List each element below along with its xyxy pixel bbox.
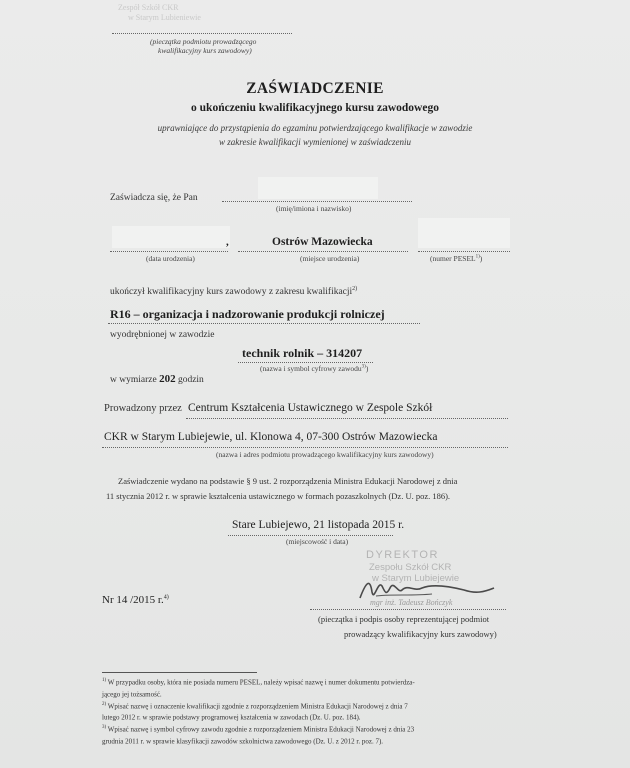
footnote-line: lutego 2012 r. w sprawie podstawy programowej kształcenia w zawodach (Dz. U. poz. 184). — [102, 713, 361, 722]
faded-stamp-line: Zespół Szkół CKR — [118, 3, 179, 12]
footnote-line: grudnia 2011 r. w sprawie klasyfikacji zawodów szkolnictwa zawodowego (Dz. U. z 2012 r. poz. 7). — [102, 737, 384, 746]
profession: technik rolnik – 314207 — [242, 346, 363, 360]
institution-dotted-line — [102, 447, 508, 448]
footnotes — [102, 676, 415, 747]
faded-stamp-line: w Starym Lubieniewie — [128, 13, 201, 22]
director-stamp-title: DYREKTOR — [366, 549, 439, 561]
director-stamp-line: Zespołu Szkół CKR — [369, 562, 452, 573]
footnote-line: $^{3)}$ Wpisać nazwę i symbol cyfrowy zawodu zgodnie z rozporządzeniem Ministra Edukacji Narodowej z dnia 23 — [102, 725, 415, 734]
profession-caption: (nazwa i symbol cyfrowy zawodu$^{3)}$) — [260, 364, 369, 373]
qualification-dotted-line — [108, 323, 420, 324]
birth-date-caption: (data urodzenia) — [146, 254, 195, 263]
director-stamp-name: mgr inż. Tadeusz Bończyk — [370, 598, 453, 607]
legal-basis-line: Zaświadczenie wydano na podstawie § 9 ust. 2 rozporządzenia Ministra Edukacji Narodowej z dnia — [118, 476, 458, 486]
birth-place-caption: (miejsce urodzenia) — [300, 254, 360, 263]
institution-dotted-line — [186, 418, 508, 419]
place-date-dotted-line — [228, 535, 393, 536]
certificate-number: Nr 14 /2015 r.$^{4)}$ — [102, 594, 169, 606]
hours-value: 202 — [159, 373, 176, 385]
redacted-name — [258, 177, 378, 199]
document-title: ZAŚWIADCZENIE — [246, 80, 384, 97]
completed-label: ukończył kwalifikacyjny kurs zawodowy z zakresu kwalifikacji$^{2)}$ — [110, 286, 358, 298]
pesel-dotted-line — [418, 251, 510, 252]
qualification: R16 – organizacja i nadzorowanie produkcji rolniczej — [110, 307, 385, 321]
place-date: Stare Lubiejewo, 21 listopada 2015 r. — [232, 519, 405, 531]
profession-label: wyodrębnionej w zawodzie — [110, 330, 215, 340]
redacted-birth-date — [112, 226, 230, 248]
legal-basis-line: 11 stycznia 2012 r. w sprawie kształcenia ustawicznego w formach pozaszkolnych (Dz. U. poz. 186). — [106, 491, 451, 501]
comma: , — [226, 236, 229, 248]
stamp-caption: (pieczątka podmiotu prowadzącego — [150, 37, 257, 46]
signature-dotted-line — [310, 609, 506, 610]
stamp-dotted-line — [112, 33, 292, 34]
institution-caption: (nazwa i adres podmiotu prowadzącego kwalifikacyjny kurs zawodowy) — [216, 450, 434, 459]
birth-date-dotted-line — [110, 251, 228, 252]
place-date-caption: (miejscowość i data) — [286, 537, 349, 546]
intro-line: uprawniające do przystąpienia do egzaminu potwierdzającego kwalifikacje w zawodzie — [157, 123, 473, 133]
footnote-line: $^{1)}$ W przypadku osoby, która nie posiada numeru PESEL, należy wpisać nazwę i numer dokumentu potwierdza- — [102, 678, 415, 687]
footnote-line: $^{2)}$ Wpisać nazwę i oznaczenie kwalifikacji zgodnie z rozporządzeniem Ministra Edukacji Narodowej z dnia 7 — [102, 701, 408, 710]
conducted-label: Prowadzony przez — [104, 403, 182, 414]
institution-line-2: CKR w Starym Lubiejewie, ul. Klonowa 4, 07-300 Ostrów Mazowiecka — [104, 431, 438, 443]
profession-dotted-line — [238, 362, 373, 363]
institution-line-1: Centrum Kształcenia Ustawicznego w Zespole Szkół — [188, 402, 433, 414]
redacted-pesel — [418, 218, 510, 248]
name-dotted-line — [222, 201, 412, 202]
pesel-caption: (numer PESEL$^{1)}$) — [430, 254, 483, 263]
stamp-caption: kwalifikacyjny kurs zawodowy) — [158, 46, 252, 55]
intro-line: w zakresie kwalifikacji wymienionej w zaświadczeniu — [219, 137, 411, 147]
signature-caption: (pieczątka i podpis osoby reprezentującej podmiot — [318, 614, 490, 624]
hours-line: w wymiarze 202 godzin — [110, 373, 204, 385]
footnote-line: jącego jej tożsamość. — [102, 690, 162, 699]
document-subtitle: o ukończeniu kwalifikacyjnego kursu zawodowego — [191, 102, 439, 114]
certifies-label: Zaświadcza się, że Pan — [110, 193, 198, 203]
signature-caption: prowadzący kwalifikacyjny kurs zawodowy) — [344, 629, 497, 639]
birth-place: Ostrów Mazowiecka — [272, 236, 373, 248]
birth-place-dotted-line — [238, 251, 408, 252]
footnote-separator — [102, 672, 257, 673]
director-stamp-line: w Starym Lubiejewie — [372, 573, 460, 584]
name-caption: (imię/imiona i nazwisko) — [276, 204, 352, 213]
